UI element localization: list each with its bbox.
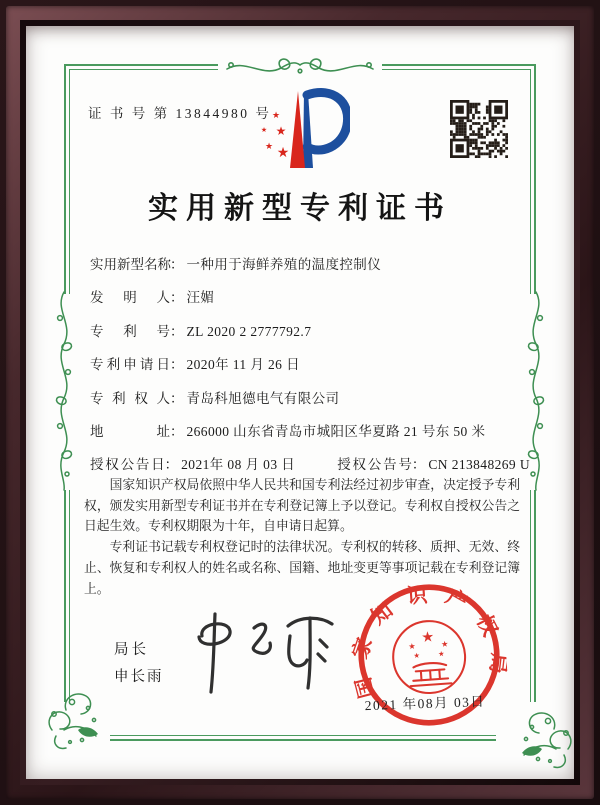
- field-value: 汪媚: [186, 290, 215, 306]
- field-value: ZL 2020 2 2777792.7: [186, 323, 312, 339]
- colon: ：: [170, 323, 184, 339]
- colon: ：: [170, 390, 184, 406]
- svg-text:★: ★: [275, 124, 287, 138]
- qr-code: [450, 100, 508, 158]
- field-row-address: [90, 420, 530, 453]
- field-label: 发明人: [90, 290, 170, 306]
- director-name-label: 申长雨: [114, 669, 164, 685]
- field-label: 专利号: [90, 323, 170, 339]
- svg-text:★: ★: [407, 640, 416, 652]
- certificate-fields: [90, 253, 530, 487]
- legal-paragraph-2: 专利证书记载专利权登记时的法律状况。专利权的转移、质押、无效、终止、恢复和专利权人的姓名或名称、国籍、地址变更等事项记载在专利登记簿上。: [84, 540, 520, 596]
- field-value: 青岛科旭德电气有限公司: [186, 390, 340, 406]
- svg-text:★: ★: [260, 126, 268, 134]
- field-label: 专利权人: [90, 390, 170, 406]
- certificate-number: 证 书 号 第 13844980 号: [88, 106, 272, 121]
- colon: ：: [170, 357, 184, 373]
- grant-no-label: 授权公告号: [337, 457, 412, 473]
- field-row-patent-no: [90, 320, 530, 353]
- svg-text:★: ★: [276, 145, 290, 161]
- left-border-flourish-icon: [52, 290, 76, 492]
- field-value: 2020年 11 月 26 日: [186, 357, 300, 373]
- grant-no-value: CN 213848269 U: [428, 457, 530, 473]
- top-center-flourish-icon: [225, 54, 375, 80]
- cnipa-logo-icon: [250, 88, 350, 174]
- bottom-right-floral-icon: [512, 707, 578, 773]
- colon: ：: [170, 290, 184, 306]
- colon: ：: [411, 457, 426, 473]
- field-value: 一种用于海鲜养殖的温度控制仪: [186, 257, 382, 272]
- grant-date-value: 2021年 08 月 03 日: [181, 457, 296, 473]
- svg-text:★: ★: [264, 142, 274, 152]
- certificate-title: 实用新型专利证书: [148, 192, 452, 225]
- legal-paragraph-1: 国家知识产权局依照中华人民共和国专利法经过初步审查，决定授予专利权，颁发实用新型专利证书并在专利登记簿上予以登记。专利权自授权公告之日起生效。专利权期限为十年，自申请日起算。: [84, 478, 520, 534]
- field-value: 266000 山东省青岛市城阳区华夏路 21 号东 50 米: [186, 423, 486, 439]
- svg-text:★: ★: [413, 650, 421, 661]
- seal-ring-text: 国家知识产权局: [348, 583, 510, 701]
- field-row-name: [90, 253, 530, 286]
- field-label: 专利申请日: [90, 357, 170, 373]
- picture-frame-inner-lip: [20, 20, 580, 785]
- svg-text:★: ★: [437, 648, 445, 659]
- certificate-paper: [26, 26, 574, 779]
- colon: ：: [170, 423, 184, 439]
- director-signature-icon: [184, 604, 344, 704]
- picture-frame-bevel: [6, 6, 594, 799]
- svg-text:★: ★: [440, 638, 449, 649]
- colon: ：: [170, 257, 184, 272]
- svg-text:★: ★: [420, 629, 435, 647]
- field-label: 地址: [90, 423, 170, 439]
- colon: ：: [164, 457, 179, 473]
- director-role-label: 局长: [114, 642, 149, 658]
- field-row-filing-date: [90, 353, 530, 386]
- field-row-patentee: [90, 387, 530, 420]
- field-row-inventor: [90, 286, 530, 319]
- grant-date-label: 授权公告日: [90, 457, 165, 473]
- field-label: 实用新型名称: [90, 257, 171, 272]
- svg-text:★: ★: [271, 111, 281, 121]
- bottom-left-floral-icon: [42, 688, 108, 754]
- seal-date: 2021 年08月 03日: [364, 693, 486, 714]
